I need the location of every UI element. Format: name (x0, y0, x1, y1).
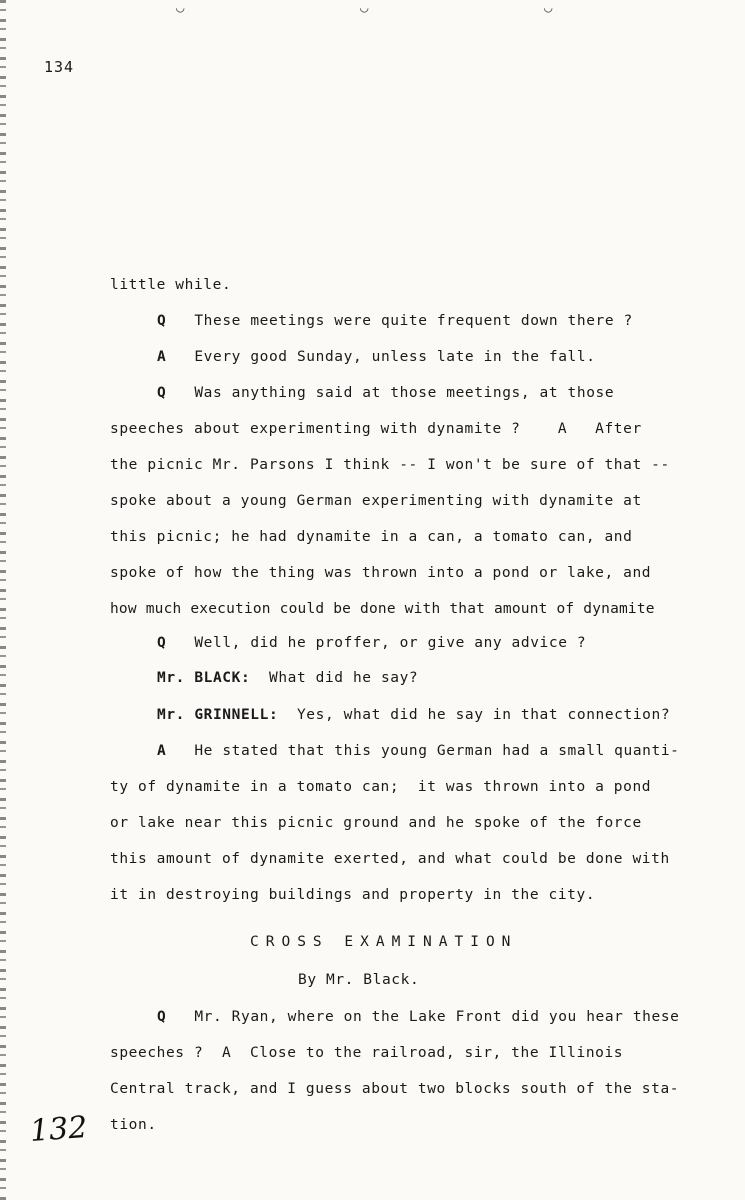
transcript-line: ty of dynamite in a tomato can; it was thrown into a pond (110, 779, 652, 795)
transcript-line: A He stated that this young German had a small quanti- (157, 743, 680, 759)
transcript-line: how much execution could be done with that amount of dynamite (110, 601, 655, 617)
transcript-line: Q Well, did he proffer, or give any advice ? (157, 635, 587, 651)
binding-edge (0, 0, 6, 1200)
transcript-line: Central track, and I guess about two blocks south of the sta- (110, 1081, 680, 1097)
transcript-line: spoke about a young German experimenting with dynamite at (110, 493, 642, 509)
transcript-line: or lake near this picnic ground and he spoke of the force (110, 815, 642, 831)
transcript-line: Q Mr. Ryan, where on the Lake Front did you hear these (157, 1009, 680, 1025)
cross-examination-heading: CROSS EXAMINATION (250, 934, 518, 950)
transcript-line: A Every good Sunday, unless late in the fall. (157, 349, 596, 365)
transcript-line: Mr. BLACK: What did he say? (157, 670, 419, 686)
transcript-line: this picnic; he had dynamite in a can, a tomato can, and (110, 529, 633, 545)
transcript-line: Q Was anything said at those meetings, at those (157, 385, 615, 401)
transcript-line: the picnic Mr. Parsons I think -- I won't be sure of that -- (110, 457, 670, 473)
punch-mark: ◡ (544, 0, 553, 16)
punch-mark: ◡ (360, 0, 369, 16)
examiner-line: By Mr. Black. (298, 972, 420, 988)
transcript-line: speeches ? A Close to the railroad, sir, the Illinois (110, 1045, 624, 1061)
transcript-line: this amount of dynamite exerted, and what could be done with (110, 851, 670, 867)
transcript-line: little while. (110, 277, 232, 293)
punch-mark: ◡ (176, 0, 185, 16)
transcript-line: Mr. GRINNELL: Yes, what did he say in that connection? (157, 707, 671, 723)
transcript-line: it in destroying buildings and property in the city. (110, 887, 596, 903)
transcript-line: tion. (110, 1117, 157, 1133)
page-number: 134 (44, 58, 75, 76)
transcript-line: speeches about experimenting with dynamite ? A After (110, 421, 642, 437)
transcript-line: Q These meetings were quite frequent down there ? (157, 313, 633, 329)
handwritten-page-note: 132 (28, 1110, 89, 1149)
transcript-line: spoke of how the thing was thrown into a pond or lake, and (110, 565, 652, 581)
